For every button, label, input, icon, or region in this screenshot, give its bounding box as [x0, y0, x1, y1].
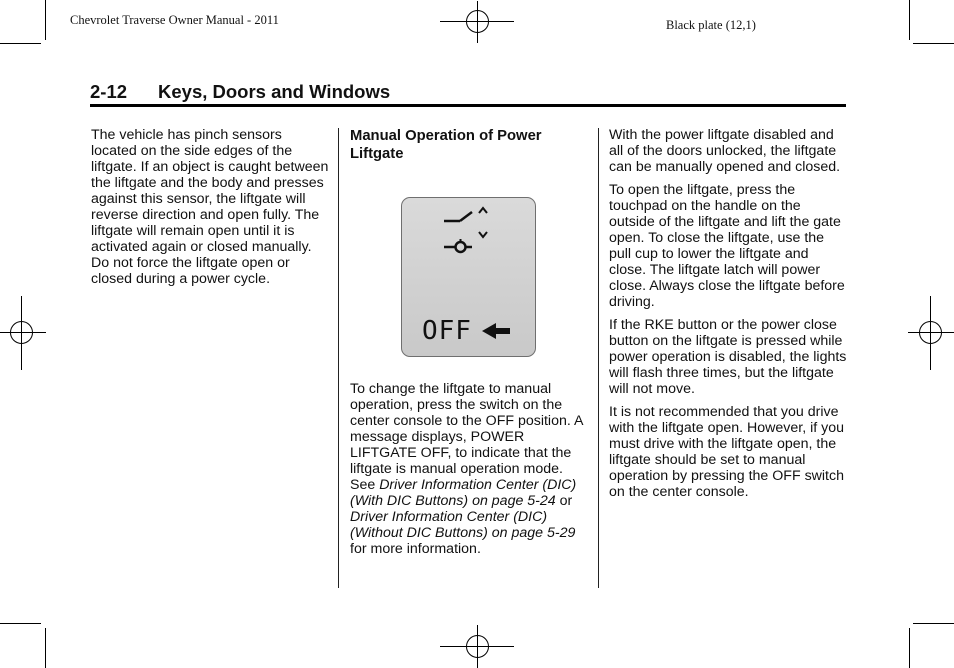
column-1: [91, 127, 331, 294]
crop-mark: [45, 0, 46, 40]
liftgate-open-close-icon: [440, 203, 496, 259]
plate-label: Black plate (12,1): [666, 18, 756, 32]
registration-mark-icon: [440, 1, 514, 43]
column-divider: [598, 128, 599, 588]
pinch-sensor-paragraph: The vehicle has pinch sensors located on the side edges of the liftgate. If an object is caught between the liftgate and the body and presses against this sensor, the liftgate will reverse direction and open fully. The liftgate will remain open until it is activated again or closed manually. Do not force the liftgate open or closed during a power cycle.: [91, 127, 329, 287]
manual-title: Chevrolet Traverse Owner Manual - 2011: [70, 13, 279, 27]
crop-mark: [45, 628, 46, 668]
dic-reference-link[interactable]: Driver Information Center (DIC) (Without DIC Buttons) on page 5-29: [350, 509, 576, 541]
paragraph: With the power liftgate disabled and all of the doors unlocked, the liftgate can be manually opened and closed.: [609, 127, 841, 175]
crop-mark: [909, 0, 910, 40]
paragraph-text: for more information.: [350, 541, 481, 557]
liftgate-switch-illustration: [401, 197, 536, 357]
paragraph: To open the liftgate, press the touchpad on the handle on the outside of the liftgate and lift the gate open. To close the liftgate, use the pull cup to lower the liftgate and close. The liftgate latch will power close. Always close the liftgate before driving.: [609, 182, 845, 310]
section-title: Keys, Doors and Windows: [158, 81, 391, 102]
conjunction-text: or: [555, 493, 573, 509]
paragraph: It is not recommended that you drive with the liftgate open. However, if you must drive with the liftgate open, the liftgate should be set to manual operation by pressing the OFF switch on the center console.: [609, 404, 845, 500]
crop-mark: [909, 628, 910, 668]
dic-reference-link[interactable]: Driver Information Center (DIC) (With DIC Buttons) on page 5-24: [350, 477, 577, 509]
section-heading: [90, 80, 846, 107]
column-divider: [338, 128, 339, 588]
registration-mark-icon: [0, 296, 46, 370]
column-3: [609, 127, 847, 507]
crop-mark: [913, 623, 954, 624]
paragraph-text: To change the liftgate to manual operation, press the switch on the center console to the OFF position. A message displays, POWER LIFTGATE OFF, to indicate that the liftgate is manual operation mode. See: [350, 381, 583, 493]
registration-mark-icon: [908, 296, 954, 370]
crop-mark: [913, 43, 954, 44]
page-number: 2-12: [90, 81, 128, 102]
column-2-body: [350, 381, 586, 564]
crop-mark: [0, 623, 41, 624]
subheading: Manual Operation of Power Liftgate: [350, 128, 542, 162]
arrow-left-icon: [480, 320, 512, 342]
column-2: [350, 127, 586, 170]
registration-mark-icon: [440, 625, 514, 668]
manual-operation-paragraph: [350, 381, 586, 557]
paragraph: If the RKE button or the power close button on the liftgate is pressed while power operation is disabled, the lights will flash three times, but the liftgate will not move.: [609, 317, 847, 397]
off-label: OFF: [422, 316, 472, 346]
crop-mark: [0, 43, 41, 44]
